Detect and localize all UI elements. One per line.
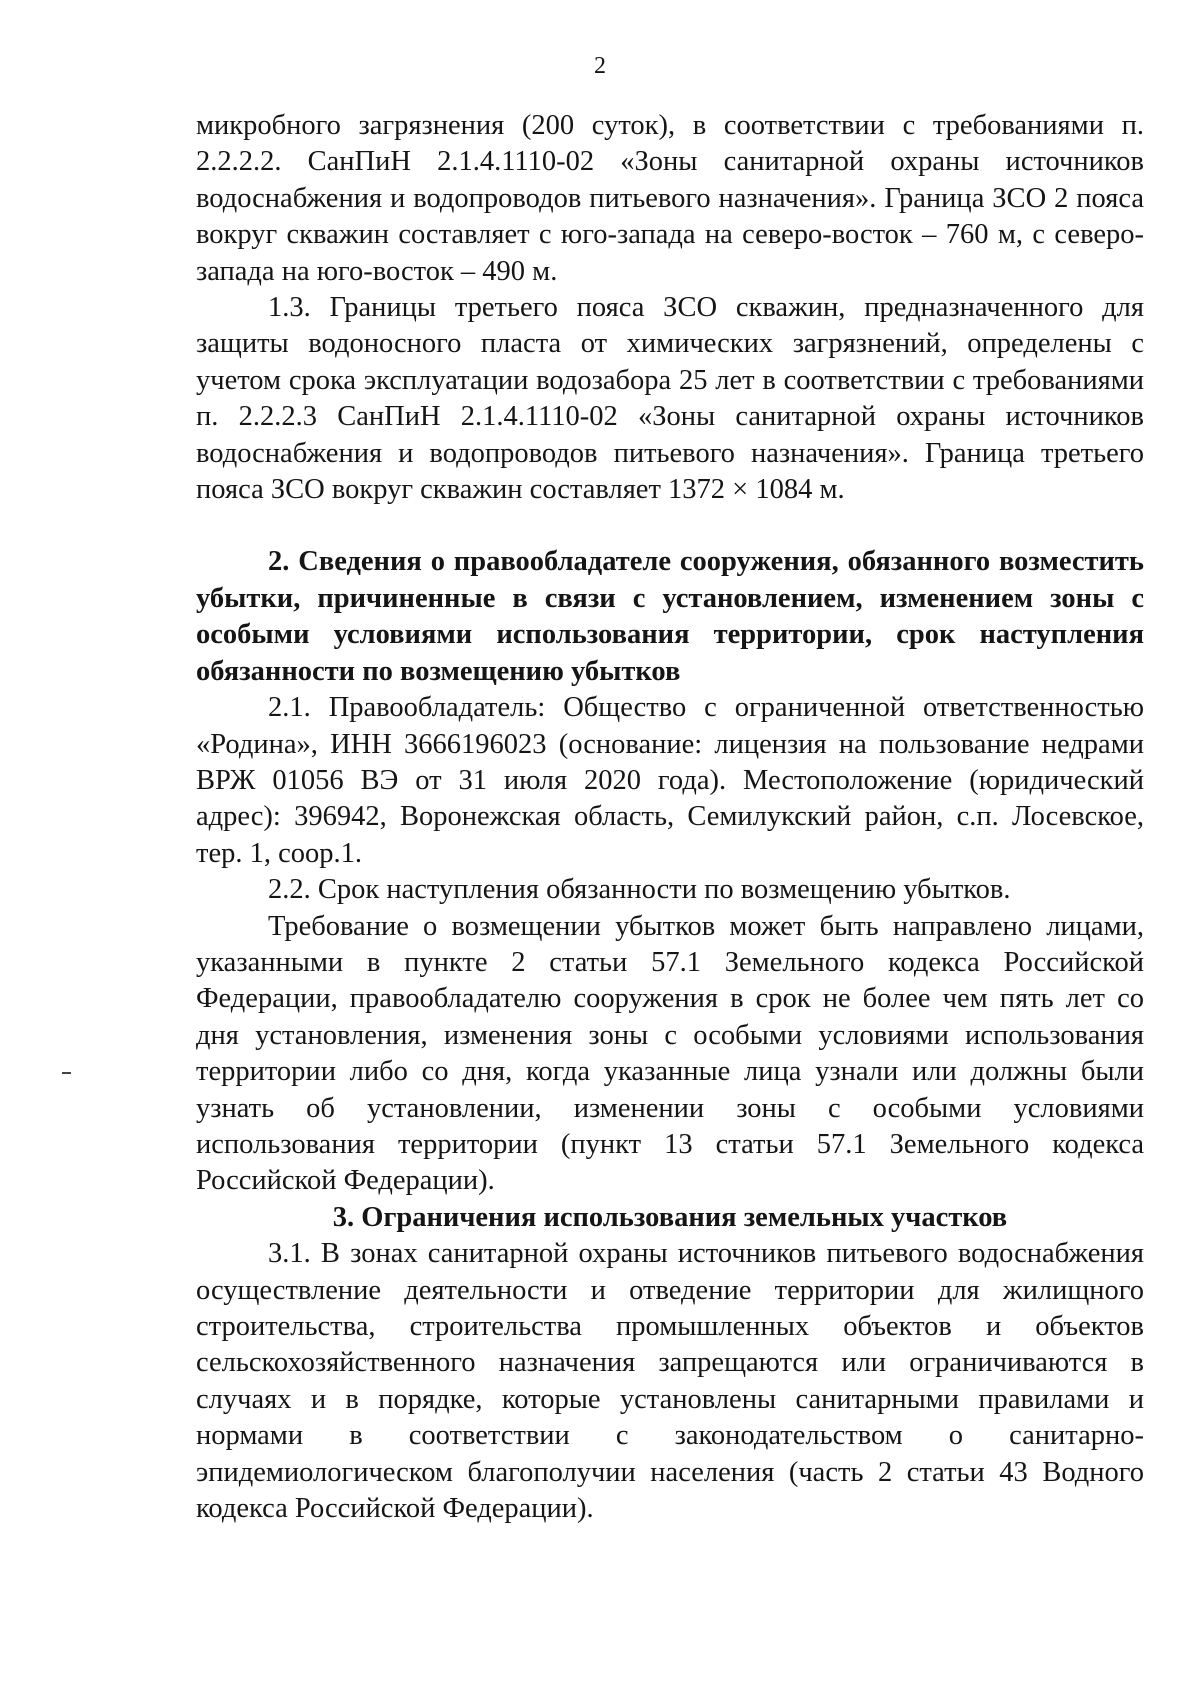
paragraph-1-3: 1.3. Границы третьего пояса ЗСО скважин, предназначенного для защиты водоносного пласта от химических загрязнений, определены с учетом срока эксплуатации водозабора 25 лет в соответствии с требованиями п. 2.2.2.3 СанПиН 2.1.4.1110-02 «Зоны санитарной охраны источников водоснабжения и водопроводов питьевого назначения». Граница третьего пояса ЗСО вокруг скважин составляет 1372 × 1084 м.: [196, 292, 1144, 506]
paragraph-3-1: 3.1. В зонах санитарной охраны источников питьевого водоснабжения осуществление деятельности и отведение территории для жилищного строительства, строительства промышленных объектов и объектов сельскохозяйственного назначения запрещаются или ограничиваются в случаях и в порядке, которые установлены санитарными правилами и нормами в соответствии с законодательством о санитарно-эпидемиологическом благополучии населения (часть 2 статьи 43 Водного кодекса Российской Федерации).: [196, 1238, 1144, 1525]
paragraph-2-2: 2.2. Срок наступления обязанности по возмещению убытков.: [268, 874, 1011, 906]
section-heading-2: 2. Сведения о правообладателе сооружения, обязанного возместить убытки, причиненные в связи с установлением, изменением зоны с особыми условиями использования территории, срок наступления обязанности по возмещению убытков: [196, 546, 1144, 687]
paragraph-continuation: микробного загрязнения (200 суток), в соответствии с требованиями п. 2.2.2.2. СанПиН 2.1.4.1110-02 «Зоны санитарной охраны источников водоснабжения и водопроводов питьевого назначения». Граница ЗСО 2 пояса вокруг скважин составляет с юго-запада на северо-восток – 760 м, с северо-запада на юго-восток – 490 м.: [196, 110, 1144, 287]
document-body: [196, 108, 1144, 1527]
scan-mark: [62, 1072, 71, 1074]
paragraph-2-1: 2.1. Правообладатель: Общество с ограниченной ответственностью «Родина», ИНН 3666196023 (основание: лицензия на пользование недрами ВРЖ 01056 ВЭ от 31 июля 2020 года). Местоположение (юридический адрес): 396942, Воронежская область, Семилукский район, с.п. Лосевское, тер. 1, соор.1.: [196, 692, 1144, 869]
section-heading-3: 3. Ограничения использования земельных участков: [332, 1201, 1008, 1233]
paragraph-2-2-requirement: Требование о возмещении убытков может быть направлено лицами, указанными в пункте 2 статьи 57.1 Земельного кодекса Российской Федерации, правообладателю сооружения в срок не более чем пять лет со дня установления, изменения зоны с особыми условиями использования территории либо со дня, когда указанные лица узнали или должны были узнать об установлении, изменении зоны с особыми условиями использования территории (пункт 13 статьи 57.1 Земельного кодекса Российской Федерации).: [196, 910, 1144, 1197]
page-number: 2: [594, 53, 606, 79]
